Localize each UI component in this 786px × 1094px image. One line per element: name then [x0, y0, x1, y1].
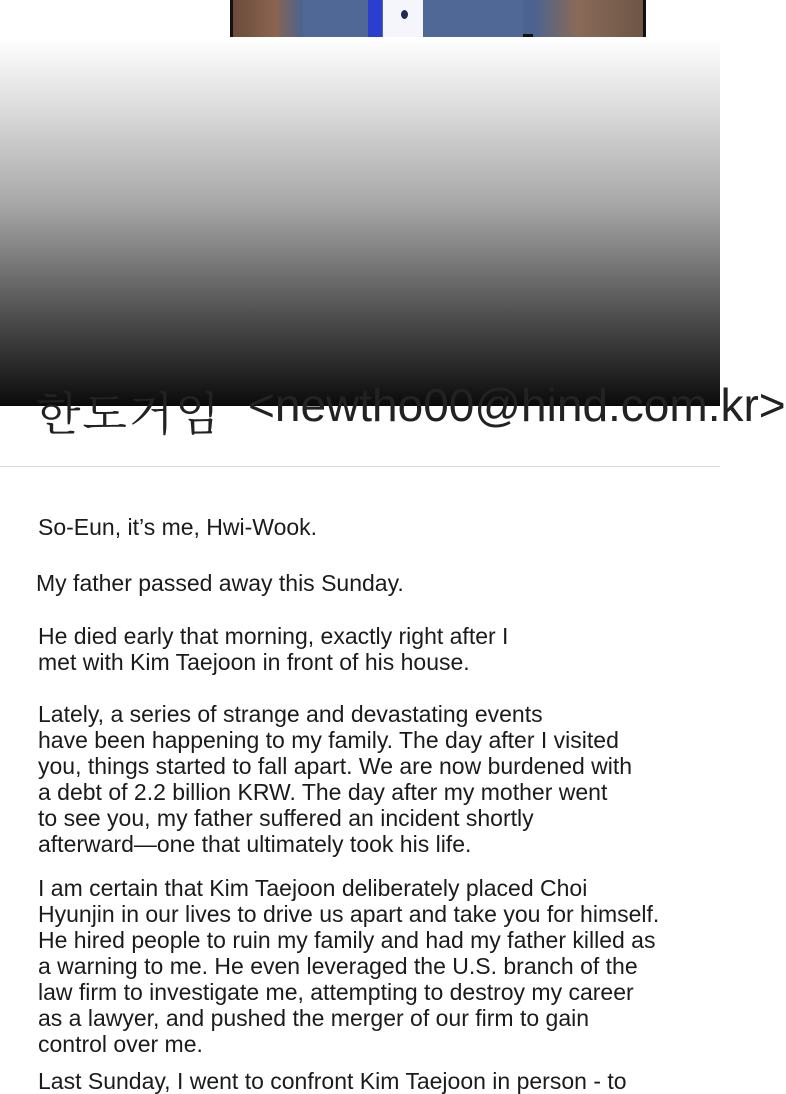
email-header: [0, 379, 786, 467]
paragraph-2: [38, 623, 698, 675]
text-line: law firm to investigate me, attempting to destroy my career: [38, 979, 634, 1005]
character-hair-right: [533, 0, 643, 37]
paragraph-1: [36, 570, 696, 596]
sender-name: 한도거임: [36, 388, 222, 440]
text-line: have been happening to my family. The day after I visited: [38, 727, 619, 753]
text-line: I am certain that Kim Taejoon deliberately placed Choi: [38, 875, 588, 901]
text-line: So-Eun, it’s me, Hwi-Wook.: [38, 514, 318, 540]
text-line: He died early that morning, exactly right after I: [38, 623, 509, 649]
text-line: met with Kim Taejoon in front of his house.: [38, 649, 470, 675]
greeting: [38, 514, 698, 540]
paragraph-3: [38, 701, 698, 857]
text-line: a warning to me. He even leveraged the U.S. branch of the: [38, 953, 638, 979]
sender-email: <newtho00@hind.com.kr>: [248, 379, 786, 431]
text-line: you, things started to fall apart. We are now burdened with: [38, 753, 633, 779]
character-tie: [368, 0, 382, 37]
comic-panel-illustration: [230, 0, 646, 37]
text-line: control over me.: [38, 1031, 203, 1057]
text-line: Hyunjin in our lives to drive us apart and take you for himself.: [38, 901, 660, 927]
text-line: Last Sunday, I went to confront Kim Taejoon in person - to: [38, 1068, 627, 1094]
text-line: to see you, my father suffered an incident shortly: [38, 805, 534, 831]
text-line: My father passed away this Sunday.: [36, 570, 404, 596]
paragraph-4: [38, 875, 698, 1057]
character-hair-left: [233, 0, 303, 37]
text-line: afterward—one that ultimately took his life.: [38, 831, 472, 857]
paragraph-5: [38, 1068, 698, 1094]
text-line: He hired people to ruin my family and had my father killed as: [38, 927, 656, 953]
text-line: Lately, a series of strange and devastating events: [38, 701, 543, 727]
shirt-button: [401, 10, 408, 19]
gradient-transition: [0, 38, 720, 406]
text-line: as a lawyer, and pushed the merger of our firm to gain: [38, 1005, 590, 1031]
text-line: a debt of 2.2 billion KRW. The day after my mother went: [38, 779, 608, 805]
